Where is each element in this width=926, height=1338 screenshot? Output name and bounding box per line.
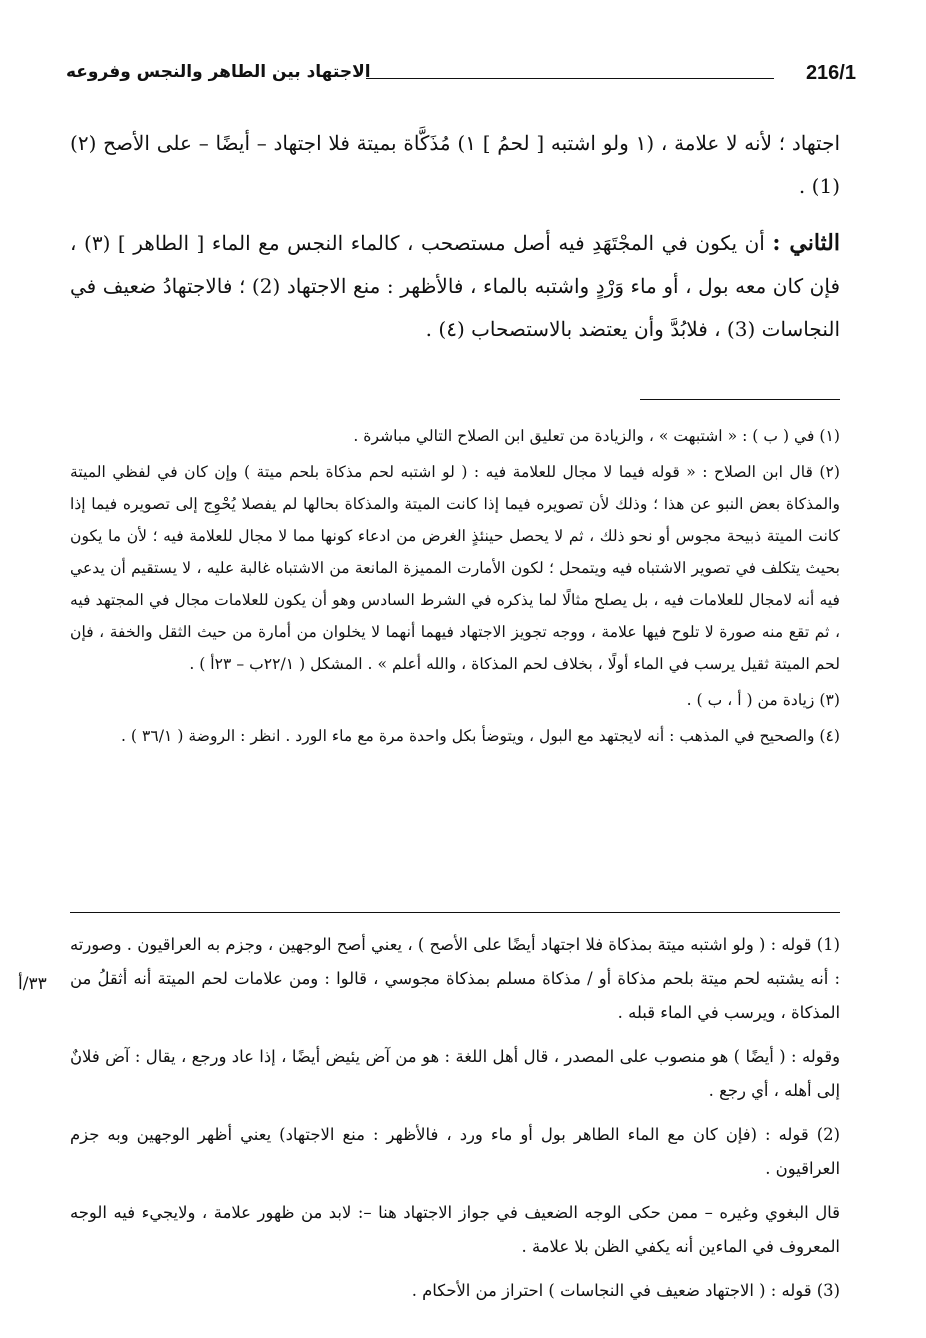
- section-lead: الثاني :: [772, 230, 840, 256]
- commentary-item: وقوله : ( أيضًا ) هو منصوب على المصدر ، قال أهل اللغة : هو من آض يئيض أيضًا ، إذا عاد ورجع ، يقال : آض فلانٌ إلى أهله ، أي رجع .: [70, 1047, 840, 1100]
- commentary-separator: [70, 912, 840, 913]
- commentary-item: (3) قوله : ( الاجتهاد ضعيف في النجاسات ) احتراز من الأحكام .: [411, 1281, 840, 1300]
- margin-folio-note: ٣٣/أ: [18, 974, 47, 994]
- footnote-item: (٤) والصحيح في المذهب : أنه لايجتهد مع البول ، ويتوضأ بكل واحدة مرة مع ماء الورد . انظر : الروضة ( ٣٦/١ ) .: [121, 727, 840, 745]
- main-text: [70, 122, 840, 365]
- footnote-separator: [640, 399, 840, 400]
- footnotes-editor: [70, 420, 840, 756]
- commentary-item: (1) قوله : ( ولو اشتبه ميتة بمذكاة فلا اجتهاد أيضًا على الأصح ) ، يعني أصح الوجهين ، وجزم به العراقيون . وصورته : أنه يشتبه لحم ميتة بلحم مذكاة أو / مذكاة مسلم بمذكاة مجوسي ، قالوا : ومن علامات لحم الميتة أنه أثقلُ من المذكاة ، ويرسب في الماء قبله .: [70, 935, 840, 1022]
- footnote-item: (٣) زيادة من ( أ ، ب ) .: [686, 691, 840, 709]
- header-rule: [366, 78, 774, 79]
- commentary-notes: [70, 928, 840, 1318]
- main-paragraph-2-text: أن يكون في المجْتَهَدِ فيه أصل مستصحب ، كالماء النجس مع الماء [ الطاهر ] (٣) ، فإن كان معه بول ، أو ماء وَرْدٍ واشتبه بالماء ، فالأظهر : منع الاجتهاد (2) ؛ فالاجتهادُ ضعيف في النجاسات (3) ، فلابُدَّ وأن يعتضد بالاستصحاب (٤) .: [70, 231, 841, 341]
- footnote-item: (١) في ( ب ) : « اشتبهت » ، والزيادة من تعليق ابن الصلاح التالي مباشرة .: [353, 427, 840, 445]
- main-paragraph-1: اجتهاد ؛ لأنه لا علامة ، (١ ولو اشتبه [ لحمُ ] ١) مُذَكَّاة بميتة فلا اجتهاد – أيضًا – على الأصح (٢) (1) .: [70, 131, 840, 198]
- running-title: الاجتهاد بين الطاهر والنجس وفروعه: [66, 62, 371, 82]
- main-paragraph-2: [70, 222, 840, 351]
- commentary-item: قال البغوي وغيره – ممن حكى الوجه الضعيف في جواز الاجتهاد هنا –: لابد من ظهور علامة ، ولايجيء فيه الوجه المعروف في الماءين أنه يكفي الظن بلا علامة .: [70, 1203, 840, 1256]
- page-number: 216/1: [805, 62, 856, 84]
- page-header: [66, 58, 856, 98]
- commentary-item: (2) قوله : (فإن كان مع الماء الطاهر بول أو ماء ورد ، فالأظهر : منع الاجتهاد) يعني أظهر الوجهين وبه جزم العراقيون .: [70, 1125, 840, 1178]
- footnote-item: (٢) قال ابن الصلاح : « قوله فيما لا مجال للعلامة فيه : ( لو اشتبه لحم مذكاة بلحم ميتة ) وإن كان في لفظي الميتة والمذكاة بعض النبو عن هذا ؛ وذلك لأن تصويره فيما إذا كانت الميتة والمذكاة بحالها لم يفصلا يُحْوِج إلى تصويره فيما إذا كانت الميتة ذبيحة مجوس أو نحو ذلك ، ثم لا يحصل حينئذٍ الغرض من ادعاء كونها مما لا مجال للعلامة فيه ؛ لأن ما يكون بحيث يتكلف في تصوير الاشتباه فيه ويتمحل ؛ لكون الأمارت المميزة المانعة من الاشتباه غالبة عليه ، لا يستقيم أن يدعي فيه أنه لامجال للعلامات فيه ، بل يصلح مثالًا لما يذكره في الشرط السادس وهو أن يكون للعلامات مجال في المجتهد فيه ، ثم تقع منه صورة لا تلوح فيها علامة ، ووجه تجويز الاجتهاد فيهما أنهما لا يخلوان من أمارة من حيث الثقل والخفة ، فإن لحم الميتة ثقيل يرسب في الماء أولًا ، بخلاف لحم المذكاة ، والله أعلم » . المشكل ( ٢٢/١ب – ٢٣أ ) .: [70, 463, 840, 673]
